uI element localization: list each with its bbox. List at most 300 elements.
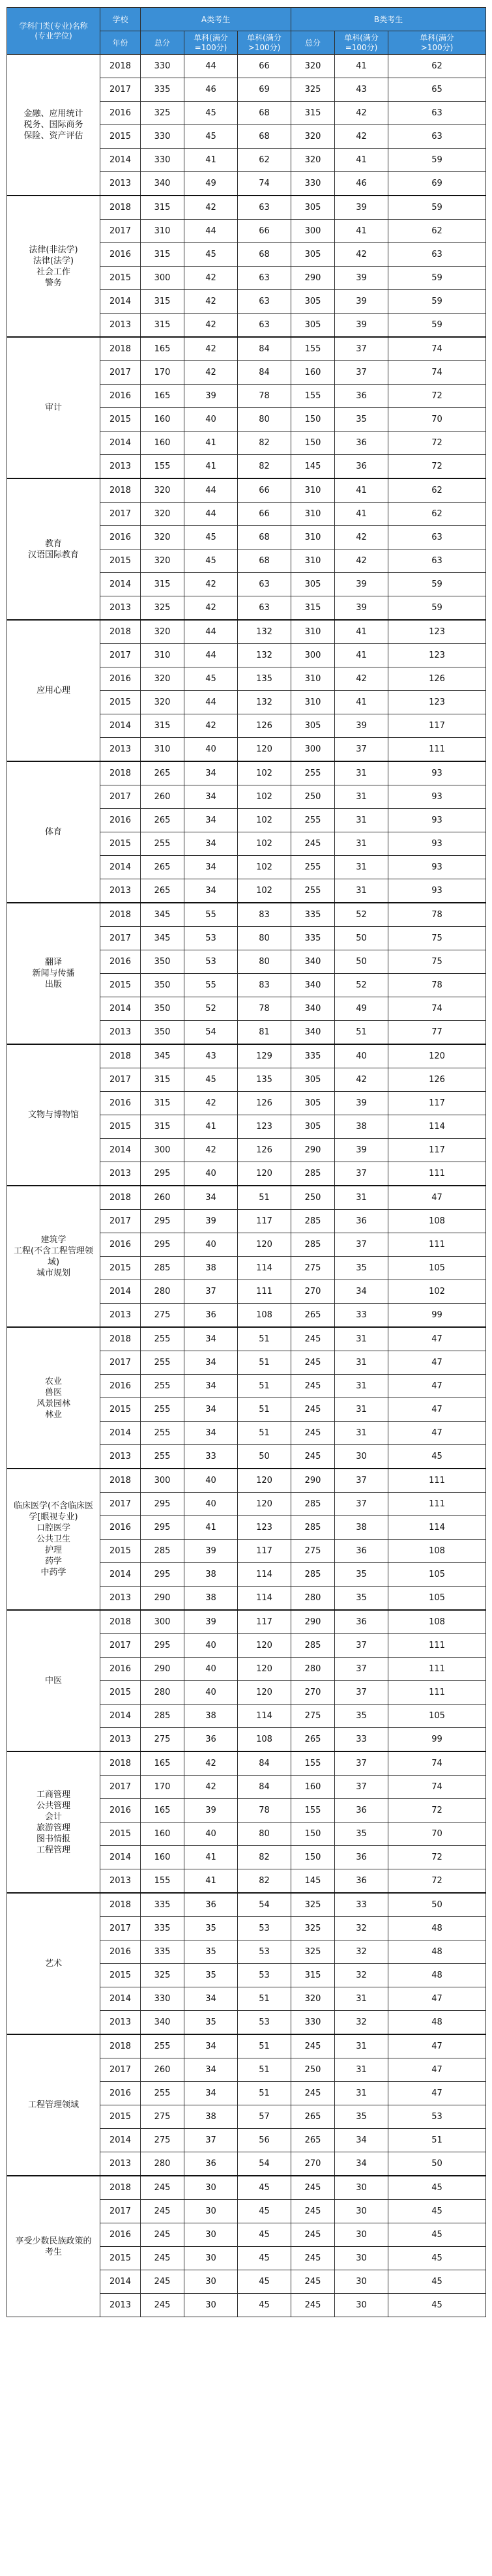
cell-b-total: 155 [291, 385, 335, 408]
cell-a-single-100: 34 [184, 832, 238, 856]
cell-year: 2016 [100, 2223, 141, 2247]
cell-a-total: 330 [141, 1987, 184, 2011]
cell-b-single-100: 39 [335, 196, 388, 220]
cell-a-single-gt100: 63 [238, 196, 291, 220]
cell-b-single-gt100: 47 [388, 1987, 486, 2011]
cell-a-single-100: 45 [184, 243, 238, 267]
cell-year: 2018 [100, 1186, 141, 1210]
cell-a-single-gt100: 69 [238, 78, 291, 102]
cell-b-single-gt100: 47 [388, 1422, 486, 1445]
cell-a-total: 275 [141, 2129, 184, 2152]
cell-a-single-gt100: 53 [238, 1917, 291, 1940]
cell-b-single-100: 31 [335, 809, 388, 832]
cell-b-total: 255 [291, 879, 335, 903]
cell-year: 2017 [100, 644, 141, 667]
cell-b-single-100: 39 [335, 267, 388, 290]
cell-a-single-100: 34 [184, 785, 238, 809]
cell-a-total: 280 [141, 1280, 184, 1304]
cell-a-single-100: 55 [184, 974, 238, 997]
cell-a-single-100: 53 [184, 927, 238, 950]
category-name: 应用心理 [7, 620, 100, 761]
cell-a-total: 255 [141, 2082, 184, 2105]
cell-b-total: 270 [291, 1280, 335, 1304]
cell-b-single-100: 41 [335, 149, 388, 172]
cell-year: 2015 [100, 125, 141, 149]
cell-year: 2018 [100, 620, 141, 644]
cell-b-total: 250 [291, 2058, 335, 2082]
cell-a-single-100: 34 [184, 1327, 238, 1351]
cell-a-total: 245 [141, 2294, 184, 2317]
cell-a-total: 295 [141, 1493, 184, 1516]
cell-year: 2017 [100, 1634, 141, 1658]
cell-b-single-100: 41 [335, 478, 388, 503]
cell-a-single-gt100: 63 [238, 314, 291, 338]
cell-b-single-gt100: 72 [388, 1869, 486, 1894]
cell-a-single-gt100: 126 [238, 714, 291, 738]
cell-b-single-gt100: 65 [388, 78, 486, 102]
cell-b-single-gt100: 70 [388, 408, 486, 432]
cell-b-total: 315 [291, 102, 335, 125]
cell-b-total: 245 [291, 2034, 335, 2058]
category-name: 建筑学 工程(不含工程管理领 域) 城市规划 [7, 1186, 100, 1327]
header-year: 年份 [100, 31, 141, 55]
cell-b-single-gt100: 74 [388, 337, 486, 361]
cell-a-single-gt100: 108 [238, 1728, 291, 1752]
cell-a-single-100: 40 [184, 1469, 238, 1493]
category-name: 审计 [7, 337, 100, 478]
cell-a-total: 165 [141, 1799, 184, 1822]
cell-year: 2013 [100, 1728, 141, 1752]
cell-b-single-gt100: 126 [388, 1068, 486, 1092]
cell-b-single-100: 38 [335, 1115, 388, 1139]
cell-b-single-gt100: 77 [388, 1021, 486, 1045]
cell-b-total: 330 [291, 172, 335, 196]
header-group-b: B类考生 [291, 8, 486, 31]
cell-b-single-gt100: 63 [388, 102, 486, 125]
cell-a-single-gt100: 45 [238, 2176, 291, 2200]
cell-a-single-gt100: 126 [238, 1139, 291, 1162]
cell-a-single-gt100: 114 [238, 1563, 291, 1587]
cell-b-single-gt100: 111 [388, 1469, 486, 1493]
cell-b-single-100: 33 [335, 1728, 388, 1752]
cell-a-single-100: 36 [184, 1728, 238, 1752]
cell-a-single-100: 55 [184, 903, 238, 927]
cell-a-total: 295 [141, 1233, 184, 1257]
cell-year: 2014 [100, 1280, 141, 1304]
cell-b-single-gt100: 111 [388, 1162, 486, 1186]
cell-b-single-100: 35 [335, 1563, 388, 1587]
cell-a-single-gt100: 81 [238, 1021, 291, 1045]
cell-b-single-100: 42 [335, 243, 388, 267]
cell-b-total: 245 [291, 1398, 335, 1422]
cell-a-single-gt100: 51 [238, 2058, 291, 2082]
header-a-single-100: 单科(满分 =100分) [184, 31, 238, 55]
table-row [7, 620, 486, 644]
cell-b-total: 300 [291, 220, 335, 243]
cell-b-single-gt100: 123 [388, 691, 486, 714]
cell-a-single-100: 44 [184, 620, 238, 644]
cell-a-single-100: 39 [184, 1540, 238, 1563]
cell-a-single-gt100: 117 [238, 1540, 291, 1563]
cell-b-single-100: 37 [335, 337, 388, 361]
table-row [7, 761, 486, 785]
cell-a-total: 335 [141, 1893, 184, 1917]
table-row [7, 1751, 486, 1776]
cell-b-total: 245 [291, 2082, 335, 2105]
cell-b-total: 305 [291, 1115, 335, 1139]
cell-b-single-gt100: 105 [388, 1587, 486, 1611]
cell-year: 2013 [100, 1304, 141, 1328]
header-b-single-gt100: 单科(满分 >100分) [388, 31, 486, 55]
cell-a-total: 160 [141, 432, 184, 455]
cell-b-single-gt100: 59 [388, 196, 486, 220]
header-a-single-gt100: 单科(满分 >100分) [238, 31, 291, 55]
cell-b-single-100: 32 [335, 1917, 388, 1940]
cell-a-total: 325 [141, 102, 184, 125]
cell-a-single-gt100: 66 [238, 220, 291, 243]
cell-year: 2014 [100, 1705, 141, 1728]
cell-b-total: 265 [291, 2129, 335, 2152]
cell-b-single-gt100: 59 [388, 149, 486, 172]
cell-a-single-100: 34 [184, 1398, 238, 1422]
cell-a-single-100: 45 [184, 549, 238, 573]
header-school: 学校 [100, 8, 141, 31]
cell-a-single-100: 36 [184, 1893, 238, 1917]
cell-a-single-gt100: 111 [238, 1280, 291, 1304]
cell-b-single-gt100: 59 [388, 573, 486, 596]
category-name: 翻译 新闻与传播 出版 [7, 903, 100, 1044]
cell-a-total: 170 [141, 1776, 184, 1799]
cell-b-single-gt100: 114 [388, 1516, 486, 1540]
cell-a-single-100: 38 [184, 1257, 238, 1280]
cell-b-total: 285 [291, 1516, 335, 1540]
cell-b-total: 265 [291, 2105, 335, 2129]
cell-b-single-100: 50 [335, 927, 388, 950]
cell-a-single-gt100: 78 [238, 385, 291, 408]
cell-b-single-100: 42 [335, 526, 388, 549]
cell-b-single-100: 30 [335, 2270, 388, 2294]
cell-b-single-100: 35 [335, 1257, 388, 1280]
table-row [7, 903, 486, 927]
cell-a-total: 265 [141, 809, 184, 832]
cell-a-single-100: 39 [184, 1610, 238, 1634]
cell-a-single-100: 42 [184, 714, 238, 738]
cell-year: 2015 [100, 1398, 141, 1422]
cell-year: 2015 [100, 408, 141, 432]
cell-a-total: 255 [141, 1422, 184, 1445]
cell-a-total: 300 [141, 1610, 184, 1634]
cell-a-single-100: 37 [184, 1280, 238, 1304]
cell-a-total: 315 [141, 714, 184, 738]
cell-b-single-gt100: 45 [388, 2200, 486, 2223]
cell-a-single-100: 42 [184, 314, 238, 338]
cell-b-total: 150 [291, 408, 335, 432]
cell-year: 2018 [100, 2176, 141, 2200]
cell-b-single-100: 31 [335, 879, 388, 903]
table-row [7, 55, 486, 78]
cell-a-single-gt100: 114 [238, 1257, 291, 1280]
cell-a-total: 265 [141, 856, 184, 879]
cell-a-total: 340 [141, 172, 184, 196]
cell-year: 2015 [100, 1822, 141, 1846]
cell-a-total: 285 [141, 1540, 184, 1563]
cell-year: 2016 [100, 950, 141, 974]
cell-a-single-100: 42 [184, 1092, 238, 1115]
cell-a-single-100: 49 [184, 172, 238, 196]
cell-a-single-gt100: 53 [238, 1940, 291, 1964]
cell-b-single-100: 36 [335, 1869, 388, 1894]
cell-b-single-gt100: 47 [388, 1398, 486, 1422]
cell-b-total: 340 [291, 997, 335, 1021]
cell-b-total: 305 [291, 314, 335, 338]
cell-a-single-gt100: 57 [238, 2105, 291, 2129]
cell-a-single-100: 30 [184, 2223, 238, 2247]
cell-b-single-gt100: 59 [388, 267, 486, 290]
cell-year: 2015 [100, 1115, 141, 1139]
cell-a-single-gt100: 135 [238, 1068, 291, 1092]
cell-a-total: 325 [141, 596, 184, 621]
table-row [7, 1893, 486, 1917]
cell-a-total: 315 [141, 1068, 184, 1092]
cell-b-single-gt100: 108 [388, 1210, 486, 1233]
cell-b-total: 310 [291, 526, 335, 549]
cell-a-single-gt100: 102 [238, 879, 291, 903]
cell-b-single-gt100: 105 [388, 1705, 486, 1728]
cell-year: 2013 [100, 1162, 141, 1186]
cell-year: 2017 [100, 927, 141, 950]
cell-b-single-100: 52 [335, 974, 388, 997]
cell-year: 2014 [100, 997, 141, 1021]
cell-b-single-gt100: 78 [388, 903, 486, 927]
cell-a-single-100: 42 [184, 290, 238, 314]
cell-year: 2015 [100, 974, 141, 997]
table-row [7, 1469, 486, 1493]
cell-b-total: 310 [291, 667, 335, 691]
cell-a-single-gt100: 84 [238, 337, 291, 361]
cell-b-single-gt100: 48 [388, 1940, 486, 1964]
cell-a-single-100: 41 [184, 455, 238, 479]
cell-year: 2013 [100, 455, 141, 479]
cell-a-single-100: 35 [184, 1917, 238, 1940]
cell-year: 2018 [100, 337, 141, 361]
cell-b-single-100: 36 [335, 455, 388, 479]
cell-b-single-100: 42 [335, 125, 388, 149]
cell-a-single-gt100: 114 [238, 1705, 291, 1728]
cell-a-single-gt100: 66 [238, 478, 291, 503]
cell-b-total: 275 [291, 1705, 335, 1728]
cell-b-single-gt100: 72 [388, 455, 486, 479]
cell-a-total: 280 [141, 1681, 184, 1705]
cell-year: 2017 [100, 361, 141, 385]
cell-a-total: 335 [141, 1940, 184, 1964]
cell-a-single-100: 36 [184, 2152, 238, 2176]
cell-year: 2016 [100, 1233, 141, 1257]
cell-a-single-gt100: 74 [238, 172, 291, 196]
cell-b-total: 245 [291, 1422, 335, 1445]
cell-b-single-gt100: 93 [388, 856, 486, 879]
cell-a-single-gt100: 84 [238, 1751, 291, 1776]
cell-b-total: 245 [291, 1445, 335, 1469]
cell-b-total: 285 [291, 1493, 335, 1516]
cell-a-single-gt100: 51 [238, 1351, 291, 1375]
cell-a-single-gt100: 123 [238, 1115, 291, 1139]
cell-a-single-gt100: 68 [238, 549, 291, 573]
cell-b-single-100: 36 [335, 1610, 388, 1634]
cell-a-single-100: 40 [184, 1681, 238, 1705]
cell-b-single-100: 30 [335, 2294, 388, 2317]
cell-a-single-100: 46 [184, 78, 238, 102]
cell-a-total: 245 [141, 2223, 184, 2247]
cell-year: 2013 [100, 2294, 141, 2317]
cell-b-single-gt100: 45 [388, 2176, 486, 2200]
cell-b-total: 245 [291, 832, 335, 856]
cell-b-single-100: 42 [335, 549, 388, 573]
cell-b-single-100: 33 [335, 1304, 388, 1328]
cell-a-single-100: 54 [184, 1021, 238, 1045]
cell-b-total: 245 [291, 2176, 335, 2200]
cell-b-single-gt100: 111 [388, 1493, 486, 1516]
cell-year: 2013 [100, 879, 141, 903]
cell-a-single-gt100: 63 [238, 267, 291, 290]
cell-a-single-gt100: 45 [238, 2270, 291, 2294]
cell-a-single-100: 40 [184, 408, 238, 432]
cell-a-single-gt100: 82 [238, 432, 291, 455]
cell-a-single-100: 44 [184, 478, 238, 503]
cell-year: 2016 [100, 667, 141, 691]
cell-b-single-gt100: 111 [388, 1658, 486, 1681]
cell-b-total: 285 [291, 1233, 335, 1257]
cell-a-single-gt100: 45 [238, 2200, 291, 2223]
cell-b-total: 335 [291, 927, 335, 950]
cell-b-single-100: 39 [335, 290, 388, 314]
category-name: 法律(非法学) 法律(法学) 社会工作 警务 [7, 196, 100, 337]
cell-b-single-gt100: 72 [388, 1799, 486, 1822]
cell-a-single-100: 42 [184, 573, 238, 596]
cell-year: 2018 [100, 761, 141, 785]
cell-a-single-100: 44 [184, 691, 238, 714]
cell-a-single-100: 37 [184, 2129, 238, 2152]
cell-b-single-100: 41 [335, 691, 388, 714]
cell-a-single-100: 35 [184, 1940, 238, 1964]
cell-b-single-100: 42 [335, 102, 388, 125]
cell-b-total: 270 [291, 1681, 335, 1705]
cell-b-total: 160 [291, 1776, 335, 1799]
cell-b-total: 315 [291, 596, 335, 621]
cell-a-single-gt100: 68 [238, 125, 291, 149]
cell-a-single-gt100: 63 [238, 290, 291, 314]
cell-a-single-gt100: 135 [238, 667, 291, 691]
cell-a-total: 245 [141, 2176, 184, 2200]
cell-year: 2015 [100, 267, 141, 290]
cell-year: 2017 [100, 785, 141, 809]
cell-a-single-100: 34 [184, 879, 238, 903]
cell-b-total: 325 [291, 1893, 335, 1917]
cell-a-single-gt100: 120 [238, 1493, 291, 1516]
cell-a-single-gt100: 120 [238, 1233, 291, 1257]
cell-a-total: 275 [141, 1728, 184, 1752]
cell-a-single-gt100: 120 [238, 1634, 291, 1658]
cell-b-single-100: 31 [335, 1327, 388, 1351]
cell-a-total: 350 [141, 1021, 184, 1045]
cell-year: 2014 [100, 1139, 141, 1162]
cell-b-total: 255 [291, 856, 335, 879]
cell-a-total: 295 [141, 1563, 184, 1587]
cell-b-total: 325 [291, 78, 335, 102]
cell-a-single-gt100: 82 [238, 455, 291, 479]
cell-b-single-100: 31 [335, 832, 388, 856]
cell-year: 2016 [100, 385, 141, 408]
cell-b-single-100: 41 [335, 55, 388, 78]
cell-a-single-gt100: 120 [238, 1658, 291, 1681]
cell-b-total: 275 [291, 1540, 335, 1563]
cell-b-single-gt100: 47 [388, 2082, 486, 2105]
cell-b-single-gt100: 63 [388, 549, 486, 573]
cell-b-total: 255 [291, 761, 335, 785]
cell-a-total: 165 [141, 337, 184, 361]
cell-b-single-gt100: 74 [388, 1776, 486, 1799]
cell-b-single-gt100: 114 [388, 1115, 486, 1139]
cell-a-single-gt100: 51 [238, 1398, 291, 1422]
cell-a-single-100: 34 [184, 856, 238, 879]
cell-a-single-gt100: 45 [238, 2294, 291, 2317]
cell-b-single-100: 34 [335, 1280, 388, 1304]
cell-a-single-gt100: 51 [238, 1987, 291, 2011]
cell-b-single-gt100: 47 [388, 1327, 486, 1351]
cell-a-total: 285 [141, 1257, 184, 1280]
cell-b-single-100: 31 [335, 856, 388, 879]
cell-b-single-100: 40 [335, 1044, 388, 1068]
cell-b-single-gt100: 99 [388, 1304, 486, 1328]
cell-a-single-gt100: 80 [238, 408, 291, 432]
cell-b-total: 320 [291, 125, 335, 149]
cell-b-single-gt100: 48 [388, 1964, 486, 1987]
cell-b-total: 245 [291, 2223, 335, 2247]
cell-a-single-gt100: 45 [238, 2247, 291, 2270]
cell-a-total: 350 [141, 997, 184, 1021]
cell-b-total: 245 [291, 1375, 335, 1398]
cell-b-single-gt100: 45 [388, 1445, 486, 1469]
cell-year: 2013 [100, 2152, 141, 2176]
cell-b-single-gt100: 48 [388, 1917, 486, 1940]
header-b-single-100: 单科(满分 =100分) [335, 31, 388, 55]
cell-b-single-gt100: 123 [388, 620, 486, 644]
cell-b-single-100: 46 [335, 172, 388, 196]
cell-b-single-gt100: 53 [388, 2105, 486, 2129]
cell-b-total: 285 [291, 1563, 335, 1587]
cell-b-total: 250 [291, 1186, 335, 1210]
cell-b-total: 150 [291, 432, 335, 455]
cell-a-single-100: 41 [184, 1516, 238, 1540]
cell-a-total: 320 [141, 503, 184, 526]
cell-a-total: 255 [141, 1327, 184, 1351]
cell-a-single-gt100: 53 [238, 2011, 291, 2035]
cell-a-single-100: 41 [184, 1869, 238, 1894]
cell-a-single-gt100: 117 [238, 1610, 291, 1634]
cell-year: 2015 [100, 1964, 141, 1987]
cell-a-single-gt100: 114 [238, 1587, 291, 1611]
cell-b-single-gt100: 62 [388, 220, 486, 243]
cell-a-total: 260 [141, 2058, 184, 2082]
cell-a-single-100: 42 [184, 1139, 238, 1162]
cell-b-total: 325 [291, 1940, 335, 1964]
score-table [7, 7, 486, 2317]
cell-a-single-100: 41 [184, 149, 238, 172]
cell-year: 2016 [100, 102, 141, 125]
cell-b-single-gt100: 47 [388, 2058, 486, 2082]
cell-year: 2013 [100, 1869, 141, 1894]
cell-a-total: 155 [141, 1869, 184, 1894]
cell-year: 2014 [100, 573, 141, 596]
